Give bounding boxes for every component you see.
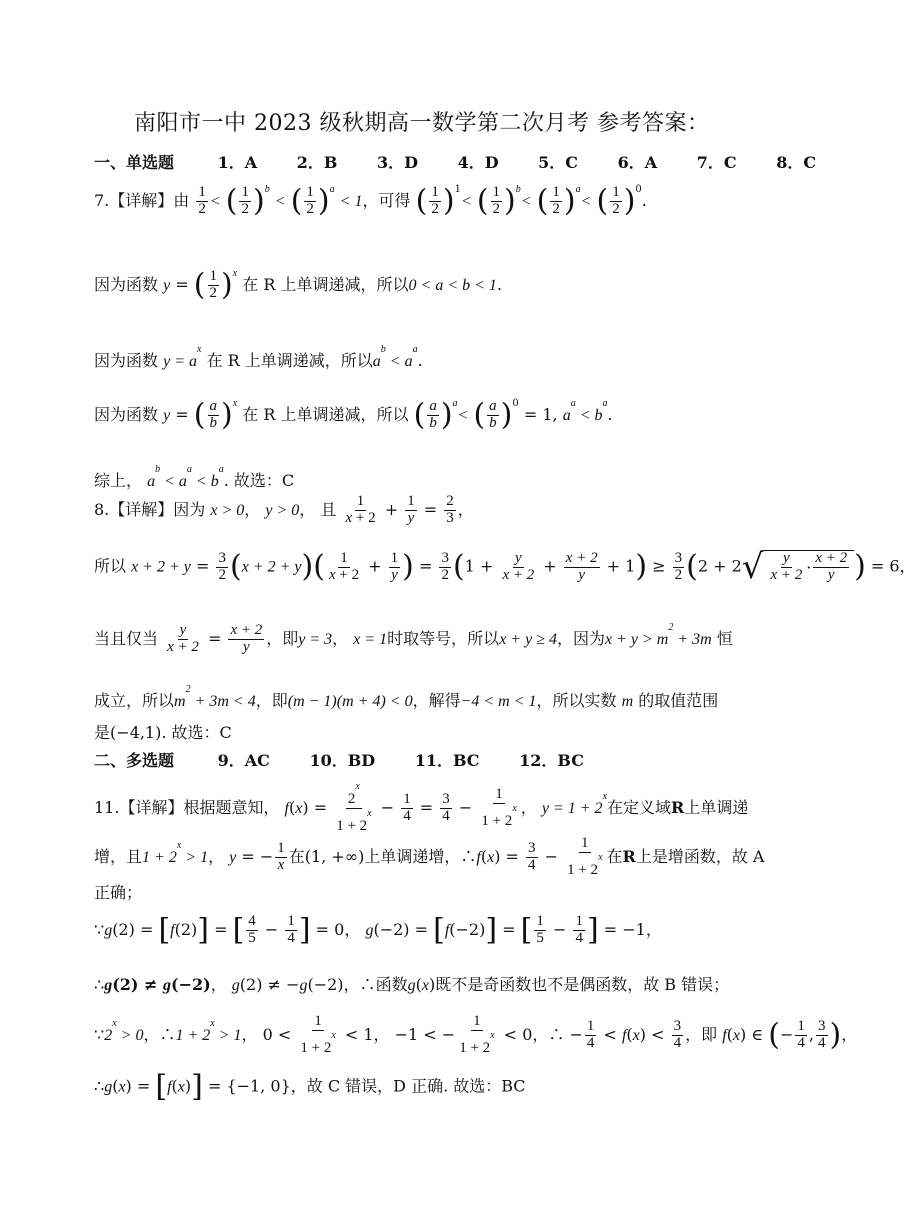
p8-l4-c: ，所以实数 [536, 691, 617, 710]
p7-l3-mid: 在 R 上单调递减，所以 [206, 351, 373, 370]
p7-line-2: 因为函数 y = ( $\frac{1}{2}$ )$^x$ 在 R 上单调递减，所以0 < a < b < 1. [94, 267, 502, 303]
multi-choice-answers [94, 748, 584, 771]
p7-l2-mid: 在 R 上单调递减，所以 [242, 275, 409, 294]
p8-line-5: 是(−4,1). 故选：C [94, 723, 232, 742]
p7-conclusion: 综上， $a^b < a^a < b^a$. 故选：C [94, 464, 295, 490]
p7-l3-pre: 因为函数 [94, 351, 159, 370]
p8-line-4: 成立，所以$m^2 + 3m < 4$，即(m − 1)(m + 4) < 0，解得−4 < m < 1，所以实数 m 的取值范围 [94, 684, 719, 710]
answer-11: 11．BC [414, 751, 480, 770]
answer-8: 8．C [776, 153, 817, 172]
p11-line-7: ∴g(x) = [f(x)] = {−1, 0}，故 C 错误，D 正确. 故选：BC [94, 1069, 526, 1104]
p7-line-3: 因为函数 $y = a^x$ 在 R 上单调递减，所以$a^b < a^a$. [94, 344, 423, 370]
p8-l4-a: ，即 [255, 691, 288, 710]
single-choice-answers [94, 150, 816, 173]
p11-l5-b: ， [343, 975, 360, 994]
p8-l2-pre: 所以 [94, 556, 127, 576]
p8-line-3: 当且仅当 $\frac{y}{x + 2}$ = $\frac{x + 2}{y}$ ，即y = 3， x = 1时取等号，所以x + y ≥ 4，因为$x + y > m^2 + 3m$ 恒 [94, 622, 733, 655]
p7-line-1: 7.【详解】由 $\frac{1}{2}$ < ( $\frac{1}{2}$ )$^b$ < ( $\frac{1}{2}$ )$^a$ < 1，可得 ( $\frac{1}{2}$ )$^1$< ( $\frac{1}{2}$ )$^b$< ( $\frac{1}{2}$ )$^a$< ( $\frac{1}{2}$ )$^0$. [94, 183, 647, 219]
answer-12: 12．BC [519, 751, 584, 770]
p8-line-2: 所以 x + 2 + y = $\frac{3}{2}$ (x + 2 + y)( $\frac{1}{x + 2}$ + $\frac{1}{y}$ ) = $\frac{3}{2}$ (1 + $\frac{y}{x + 2}$ + $\frac{x + 2}{y}$ + 1) ≥ $\frac{3}{2}$ (2 + 2 √ $\frac{y}{x + 2}$ · $\frac{x + 2}{y}$ ) = 6， [94, 547, 916, 587]
p7-l4-pre: 因为函数 [94, 405, 159, 424]
p11-l2-c: 上单调递增， [364, 846, 461, 866]
answer-1: 1．A [217, 153, 258, 172]
answer-3: 3．D [376, 153, 418, 172]
section-label: 一、单选题 [94, 153, 175, 172]
p11-line-6: $\because 2^x > 0$，∴1 + $2^x > 1$， 0 < $\frac{1}{1 + 2^x}$ < 1， −1 < − $\frac{1}{1 + 2^x}$ < 0，∴ − $\frac{1}{4}$ < f(x) < $\frac{3}{4}$ ，即 f(x) ∈ (− $\frac{1}{4}$ , $\frac{3}{4}$ )， [94, 1013, 858, 1056]
p8-l5-pre: 是 [94, 723, 111, 742]
p11-line-3: 正确； [94, 883, 143, 902]
p8-l5-post: . 故选：C [161, 723, 232, 742]
p11-l2-e: 上是增函数，故 A [635, 846, 765, 866]
p11-line-2: 增，且$1 + 2^x > 1$， y = − $\frac{1}{x}$ 在(1, +∞)上单调递增，∴f(x) = $\frac{3}{4}$ − $\frac{1}{1 + 2^x}$ 在R上是增函数，故 A [94, 835, 765, 878]
p11-l2-pre: 增，且 [94, 846, 143, 866]
p11-l2-d: 在 [606, 846, 623, 866]
p7-conc-post: . 故选：C [223, 471, 295, 490]
p11-l7-b: ，故 C 错误，D 正确. 故选：BC [290, 1076, 526, 1096]
p11-l5-c: 函数 [375, 975, 408, 994]
p8-l4-pre: 成立，所以 [94, 691, 175, 710]
p7-conc-pre: 综上， [94, 471, 143, 490]
answer-2: 2．B [296, 153, 338, 172]
p7-head: 7.【详解】由 [94, 191, 190, 210]
p11-l2-b: 在 [288, 846, 305, 866]
p8-l3-d: 恒 [716, 629, 733, 648]
p8-l3-pre: 当且仅当 [94, 629, 159, 648]
answer-10: 10．BD [309, 751, 376, 770]
p8-l3-c: ，因为 [556, 629, 605, 648]
p11-l1-b: 在定义域 [607, 797, 672, 817]
p11-line-1: 11.【详解】根据题意知， f(x) = $\frac{2^x}{1 + 2^x}$ − $\frac{1}{4}$ = $\frac{3}{4}$ − $\frac{1}{1 + 2^x}$ ， $y = 1 + 2^x$在定义域R上单调递 [94, 781, 749, 834]
p8-l4-b: ，解得 [412, 691, 461, 710]
p8-l3-a: ，即 [266, 629, 299, 648]
section-label-2: 二、多选题 [94, 751, 175, 770]
p8-l3-b: 时取等号，所以 [387, 629, 500, 648]
p11-l5-d: 既不是奇函数也不是偶函数，故 B 错误； [435, 975, 730, 994]
p8-line-1: 8.【详解】因为 x > 0， y > 0， 且 $\frac{1}{x + 2}$ + $\frac{1}{y}$ = $\frac{2}{3}$ ， [94, 493, 474, 526]
p8-l4-d: 的取值范围 [638, 691, 719, 710]
p11-line-4: ∵g(2) = [f(2)] = [ $\frac{4}{5}$ − $\frac{1}{4}$ ] = 0， g(−2) = [f(−2)] = [ $\frac{1}{5}$ − $\frac{1}{4}$ ] = −1， [94, 912, 662, 948]
answer-7: 7．C [696, 153, 737, 172]
answer-6: 6．A [617, 153, 658, 172]
p7-line-4: 因为函数 y = ( $\frac{a}{b}$ )$^x$ 在 R 上单调递减，所以 ( $\frac{a}{b}$ )$^a$< ( $\frac{a}{b}$ )$^0$ = 1, $a^a < b^a$. [94, 397, 613, 433]
p11-l1-c: 上单调递 [684, 797, 749, 817]
answer-4: 4．D [457, 153, 499, 172]
answer-9: 9．AC [217, 751, 270, 770]
p7-l4-mid: 在 R 上单调递减，所以 [242, 405, 409, 424]
p8-head: 8.【详解】因为 [94, 499, 206, 519]
p11-head: 11.【详解】根据题意知， [94, 797, 280, 817]
page-title: 南阳市一中 2023 级秋期高一数学第二次月考 参考答案： [134, 111, 710, 136]
p7-mid: ，可得 [362, 191, 411, 210]
p7-l2-pre: 因为函数 [94, 275, 159, 294]
answer-5: 5．C [538, 153, 579, 172]
p11-line-5: ∴g(2) ≠ g(−2)， g(2) ≠ −g(−2)，∴函数g(x)既不是奇函数也不是偶函数，故 B 错误； [94, 975, 730, 994]
